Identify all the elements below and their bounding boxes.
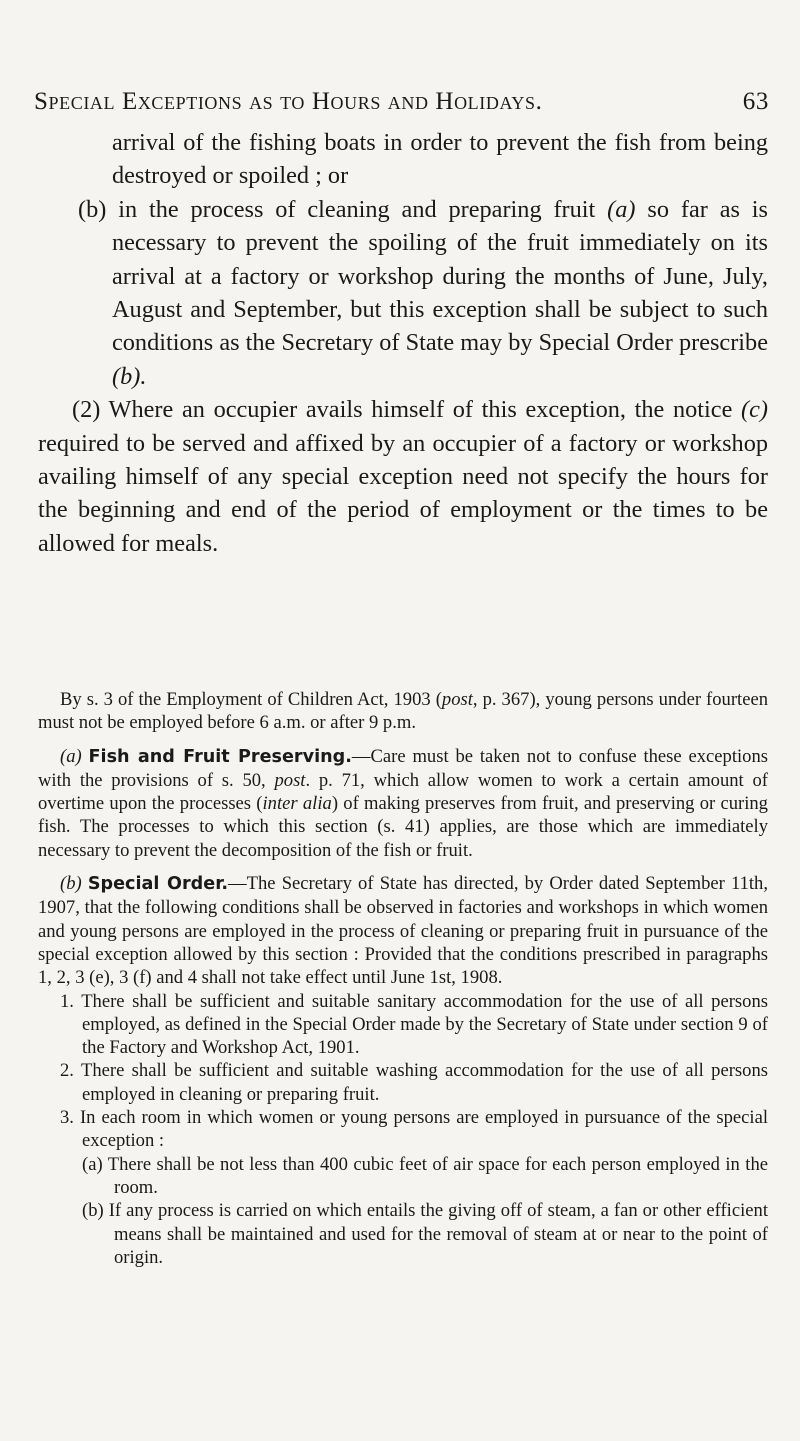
sub-list-item: (a) There shall be not less than 400 cubic feet of air space for each person employed in the room. <box>82 1153 768 1198</box>
page-number: 63 <box>742 88 769 115</box>
note-a-text-2: . p. 71, which allow women to work a certain amount of overtime upon the processes ( <box>38 769 768 815</box>
note-a-inter-alia: inter alia <box>262 793 332 815</box>
clause-b-text: in the process of cleaning and preparing fruit <box>118 195 596 223</box>
note1-post: post <box>441 689 473 710</box>
subsection-2-text-2: required to be served and affixed by an occupier of a factory or workshop availing himself of any special exception need not specify the hours for the beginning and end of the period of employment or the times to be allowed for meals. <box>38 429 768 557</box>
list-item: 2. There shall be sufficient and suitable washing accommodation for the use of all persons employed in cleaning or preparing fruit. <box>60 1060 768 1105</box>
subsection-2 <box>38 393 768 560</box>
note-a-heading: Fish and Fruit Preserving. <box>88 746 352 767</box>
subsection-2-text: (2) Where an occupier avails himself of this exception, the notice <box>72 396 733 424</box>
annotations <box>38 688 768 1269</box>
running-header <box>34 88 769 116</box>
sub-list-item: (b) If any process is carried on which entails the giving off of steam, a fan or other efficient means shall be maintained and used for the removal of steam at or near to the point of origin. <box>82 1200 768 1268</box>
running-title: Special Exceptions as to Hours and Holidays. <box>34 88 543 115</box>
note-b-text: —The Secretary of State has directed, by Order dated September 11th, 1907, that the following conditions shall be observed in factories and workshops in which women and young persons are employed in the process of cleaning or preparing fruit in pursuance of the special exception allowed by this section : Provided that the conditions prescribed in paragraphs 1, 2, 3 (e), 3 (f) and 4 shall not take effect until June 1st, 1908. <box>38 873 768 989</box>
clause-a-continuation: arrival of the fishing boats in order to prevent the fish from being destroyed or spoiled ; or <box>112 129 768 190</box>
note1-text-2: , p. 367), young persons under fourteen must not be employed before 6 a.m. or after 9 p.m. <box>38 689 768 734</box>
clause-b-text-2: so far as is necessary to prevent the spoiling of the fruit immediately on its arrival at a factory or workshop during the months of June, July, August and September, but this exception shall be subject to such conditions as the Secretary of State may by Special Order prescribe <box>112 195 769 357</box>
note-a <box>38 745 768 862</box>
note-employment-children <box>38 688 768 735</box>
note-a-post: post <box>274 769 306 791</box>
note1-text: By s. 3 of the Employment of Children Act, 1903 ( <box>60 689 442 710</box>
note-a-text-3: ) of making preserves from fruit, and preserving or curing fish. The processes to which this section (s. 41) applies, are those which are immediately necessary to prevent the decomposition of the fish or fruit. <box>38 793 768 861</box>
note-a-text: —Care must be taken not to confuse these exceptions with the provisions of s. 50, <box>38 745 769 791</box>
footnote-ref-b: (b). <box>112 362 147 390</box>
clause-b-label: (b) <box>78 195 107 223</box>
statute-text <box>38 126 768 560</box>
note-b <box>38 872 768 989</box>
footnote-ref-c: (c) <box>741 396 768 424</box>
list-item: 1. There shall be sufficient and suitable sanitary accommodation for the use of all persons employed, as defined in the Special Order made by the Secretary of State under section 9 of the Factory and Workshop Act, 1901. <box>60 990 768 1059</box>
footnote-ref-a: (a) <box>607 195 636 223</box>
note-a-label: (a) <box>60 745 82 767</box>
note-b-label: (b) <box>60 873 82 895</box>
note-b-heading: Special Order. <box>87 874 229 895</box>
clause-b <box>38 193 768 393</box>
list-item: 3. In each room in which women or young persons are employed in pursuance of the special exception : <box>60 1107 768 1152</box>
